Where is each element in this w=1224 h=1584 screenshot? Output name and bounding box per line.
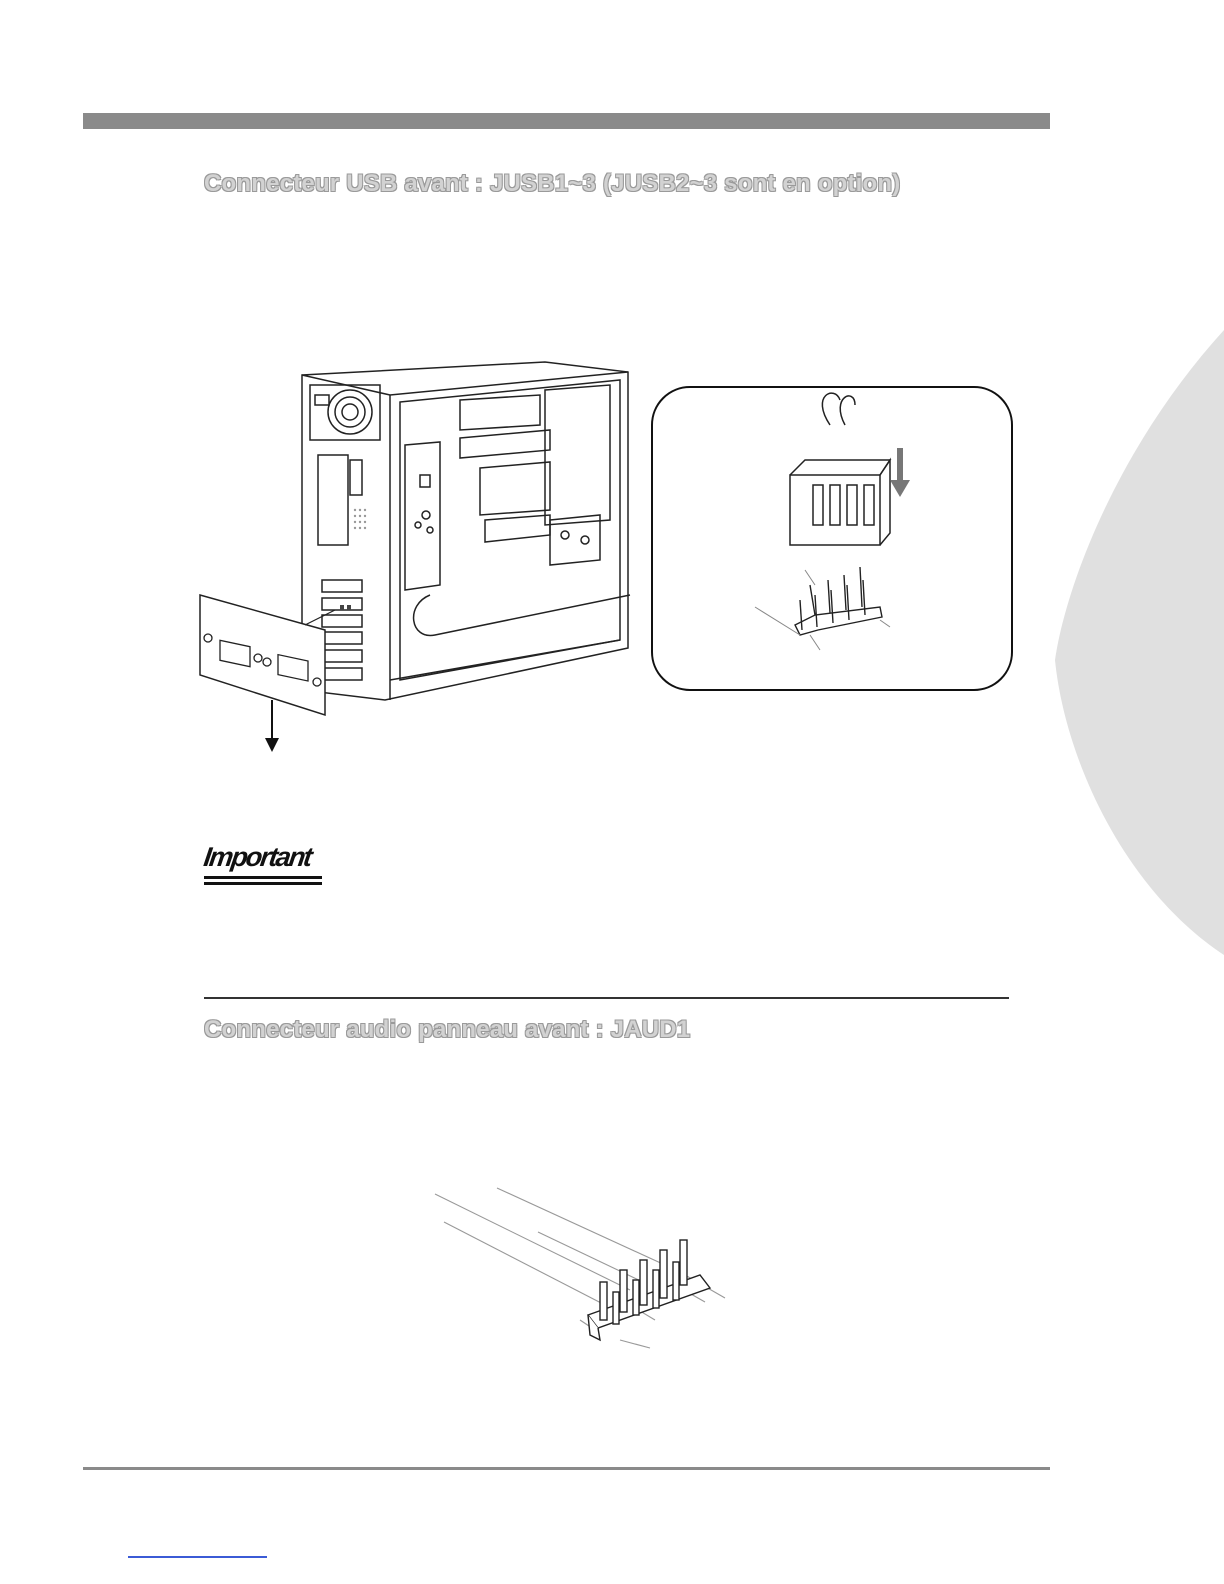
header-bar: [83, 113, 1050, 129]
usb-connector-title: Connecteur USB avant : JUSB1~3 (JUSB2~3 sont en option): [204, 170, 901, 197]
chapter-side-tab: [1055, 330, 1224, 955]
important-heading: Important: [201, 842, 313, 872]
footer-rule: [83, 1467, 1050, 1470]
footer-link-underline[interactable]: [128, 1556, 267, 1558]
section-divider: [204, 997, 1009, 999]
audio-pin-header-illustration: [430, 1180, 750, 1350]
audio-connector-title: Connecteur audio panneau avant : JAUD1: [204, 1016, 691, 1043]
usb-connector-callout: [650, 385, 1015, 695]
down-arrow-icon: [262, 700, 282, 755]
important-underline: [204, 876, 322, 885]
